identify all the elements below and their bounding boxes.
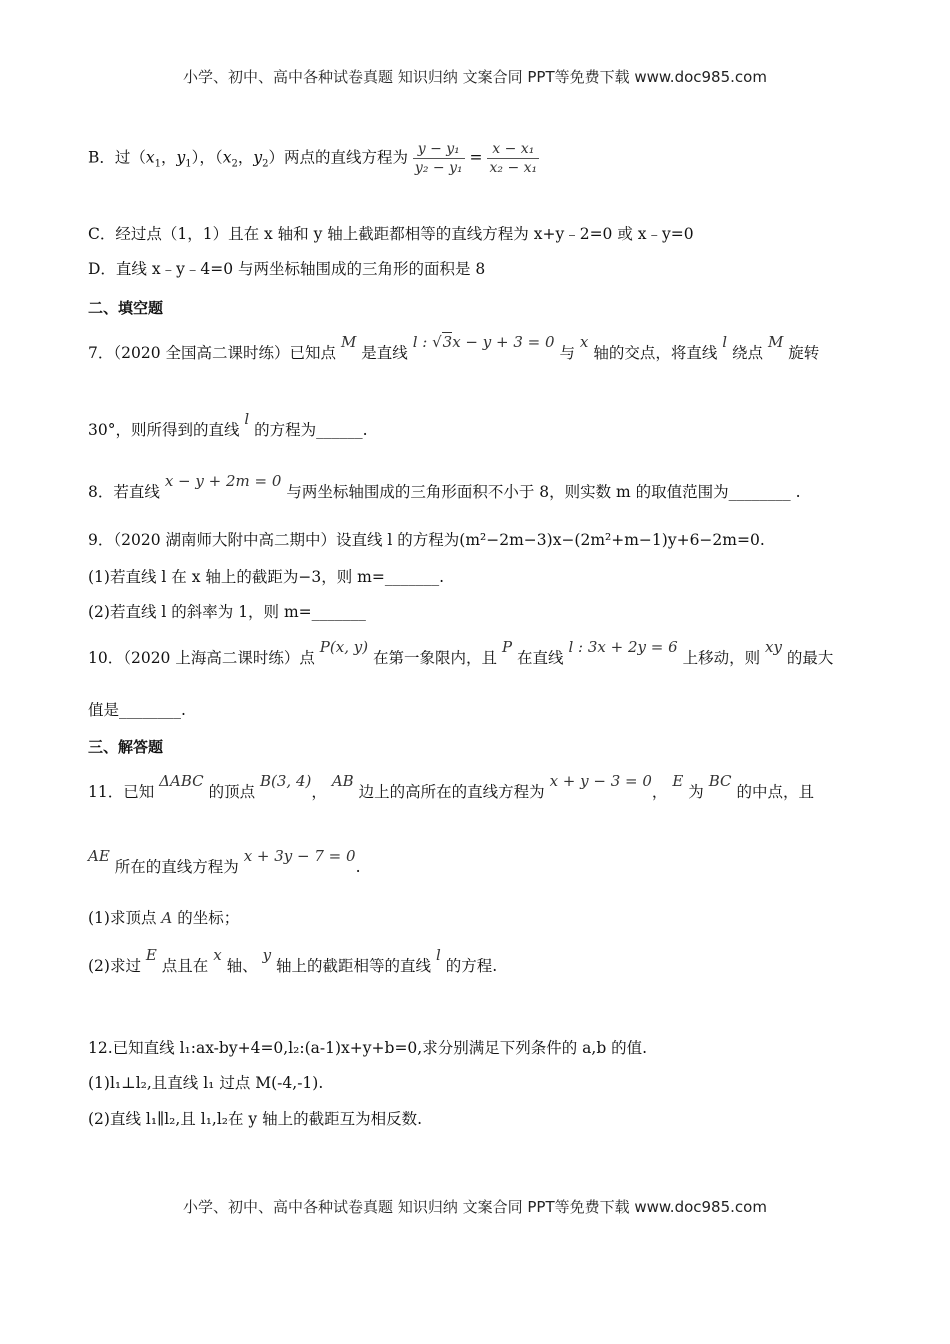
q10-text-e: 的最大 bbox=[786, 649, 834, 667]
q7-line-l-2: l bbox=[244, 410, 250, 428]
option-b-text-a: B．过（ bbox=[88, 148, 146, 167]
q11-p2-line-l: l bbox=[435, 946, 441, 964]
q7-point-m-2: M bbox=[767, 333, 784, 351]
fraction-left-denominator: y₂ − y₁ bbox=[414, 160, 463, 176]
q10-point-p: P(x, y) bbox=[319, 638, 369, 656]
q7-text-d: 轴的交点，将直线 bbox=[593, 344, 718, 362]
q10-text-c: 在直线 bbox=[517, 649, 564, 667]
q10-text-b: 在第一象限内，且 bbox=[373, 649, 498, 667]
q7-text-b: 是直线 bbox=[361, 344, 408, 362]
q11-p2-axis-x: x bbox=[213, 946, 222, 964]
q11-p2-axis-y: y bbox=[262, 946, 272, 964]
question-8 bbox=[88, 472, 801, 502]
q10-text-a: 10．（2020 上海高二课时练）点 bbox=[88, 649, 315, 667]
fraction-left-numerator: y − y₁ bbox=[413, 140, 465, 159]
equals-sign: = bbox=[469, 148, 483, 167]
question-7 bbox=[88, 333, 820, 363]
q11-p2-text-d: 轴上的截距相等的直线 bbox=[276, 957, 432, 975]
q11-median-equation: x + 3y − 7 = 0 bbox=[243, 847, 356, 865]
q8-text-b: 与两坐标轴围成的三角形面积不小于 8，则实数 m 的取值范围为________ . bbox=[286, 483, 801, 501]
q11-text-b: 的顶点 bbox=[208, 783, 256, 801]
question-9-part-2: (2)若直线 l 的斜率为 1，则 m=_______ bbox=[88, 603, 366, 621]
q7-text-e: 绕点 bbox=[732, 344, 764, 362]
q11-altitude-equation: x + y − 3 = 0 bbox=[549, 772, 652, 790]
question-12-part-1: (1)l₁⊥l₂,且直线 l₁ 过点 M(-4,-1). bbox=[88, 1074, 324, 1092]
question-9-part-1: (1)若直线 l 在 x 轴上的截距为−3，则 m=_______. bbox=[88, 568, 445, 586]
option-c: C．经过点（1，1）且在 x 轴和 y 轴上截距都相等的直线方程为 x+y﹣2=0 或 x﹣y=0 bbox=[88, 225, 694, 243]
section-fill-in-title: 二、填空题 bbox=[88, 299, 164, 317]
q11-vertex-b: B(3, 4) bbox=[260, 772, 312, 790]
q11-segment-ab: AB bbox=[331, 772, 354, 790]
q8-line-equation: x − y + 2m = 0 bbox=[164, 472, 282, 490]
q7-text-f: 旋转 bbox=[788, 344, 820, 362]
q10-line-equation: l : 3x + 2y = 6 bbox=[568, 638, 678, 656]
q7-eq-part-a: l : bbox=[412, 333, 433, 351]
question-10 bbox=[88, 638, 834, 668]
q11-p2-point-e: E bbox=[145, 946, 157, 964]
q11-p2-text-b: 点且在 bbox=[161, 957, 209, 975]
q11-triangle: ΔABC bbox=[159, 772, 204, 790]
q7-eq-part-c: x − y + 3 = 0 bbox=[452, 333, 555, 351]
q7-line2-text-a: 30°，则所得到的直线 bbox=[88, 421, 240, 439]
q7-eq-sqrt: 3 bbox=[442, 333, 453, 351]
question-11-part-1 bbox=[88, 908, 239, 928]
q11-text-d: 边上的高所在的直线方程为 bbox=[358, 783, 545, 801]
q7-text-a: 7．（2020 全国高二课时练）已知点 bbox=[88, 344, 336, 362]
q11-p2-text-e: 的方程. bbox=[445, 957, 498, 975]
fraction-left bbox=[413, 140, 465, 177]
option-b: B．过（$x_1$，$y_1$），（$x_2$，$y_2$）两点的直线方程为 $\frac{\text{y − y₁}}{\text{y₂ − y₁}}$ = $\frac{\text{x − x₁}}{\text{x₂ − x₁}}$ bbox=[88, 141, 538, 176]
option-b-text-b: ， bbox=[161, 148, 177, 167]
fraction-right-denominator: x₂ − x₁ bbox=[489, 160, 538, 176]
page-header: 小学、初中、高中各种试卷真题 知识归纳 文案合同 PPT等免费下载 www.doc985.com bbox=[183, 68, 767, 86]
q11-point-e: E bbox=[672, 772, 684, 790]
q7-point-m: M bbox=[340, 333, 357, 351]
question-12: 12.已知直线 l₁:ax-by+4=0,l₂:(a-1)x+y+b=0,求分别满足下列条件的 a,b 的值. bbox=[88, 1039, 648, 1057]
q11-text-g: 的中点，且 bbox=[736, 783, 814, 801]
q11-segment-ae: AE bbox=[88, 847, 110, 865]
fraction-right bbox=[487, 140, 539, 177]
q11-p2-text-a: (2)求过 bbox=[88, 957, 141, 975]
q11-text-c: ， bbox=[311, 783, 327, 801]
section-answer-title: 三、解答题 bbox=[88, 738, 164, 756]
q7-text-c: 与 bbox=[559, 344, 575, 362]
q10-product-xy: xy bbox=[765, 638, 782, 656]
q10-point-p-2: P bbox=[501, 638, 513, 656]
question-10-line-2: 值是________. bbox=[88, 701, 186, 719]
q7-line2-text-b: 的方程为______. bbox=[254, 421, 368, 439]
question-11-line-2 bbox=[88, 847, 361, 877]
q11-p1-text-a: (1)求顶点 bbox=[88, 909, 157, 927]
q7-line-equation: l : √3x − y + 3 = 0 bbox=[412, 333, 555, 351]
q11-segment-bc: BC bbox=[708, 772, 732, 790]
question-11 bbox=[88, 772, 814, 802]
option-d: D．直线 x﹣y﹣4=0 与两坐标轴围成的三角形的面积是 8 bbox=[88, 260, 486, 278]
q11-text-e: ， bbox=[651, 783, 668, 801]
question-12-part-2: (2)直线 l₁∥l₂,且 l₁,l₂在 y 轴上的截距互为相反数. bbox=[88, 1110, 423, 1128]
option-b-text-e: ）两点的直线方程为 bbox=[268, 148, 408, 167]
q8-text-a: 8．若直线 bbox=[88, 483, 160, 501]
question-9: 9．（2020 湖南师大附中高二期中）设直线 l 的方程为(m²−2m−3)x−(2m²+m−1)y+6−2m=0. bbox=[88, 531, 765, 549]
q11-text-f: 为 bbox=[688, 783, 704, 801]
q7-line-l: l bbox=[722, 333, 728, 351]
q11-p1-text-b: 的坐标； bbox=[177, 909, 240, 927]
q7-axis-x: x bbox=[579, 333, 589, 351]
option-b-text-d: ， bbox=[237, 148, 254, 167]
q11-vertex-a: A bbox=[161, 909, 173, 927]
q10-text-d: 上移动，则 bbox=[682, 649, 761, 667]
question-11-part-2 bbox=[88, 946, 498, 976]
page-footer: 小学、初中、高中各种试卷真题 知识归纳 文案合同 PPT等免费下载 www.doc985.com bbox=[183, 1198, 767, 1216]
question-7-line-2 bbox=[88, 410, 368, 440]
q11-text-h: 所在的直线方程为 bbox=[114, 858, 239, 876]
q11-text-a: 11．已知 bbox=[88, 783, 155, 801]
q11-text-i: . bbox=[355, 858, 361, 876]
option-b-text-c: ），（ bbox=[191, 148, 223, 167]
fraction-right-numerator: x − x₁ bbox=[487, 140, 539, 159]
q11-p2-text-c: 轴、 bbox=[226, 957, 258, 975]
